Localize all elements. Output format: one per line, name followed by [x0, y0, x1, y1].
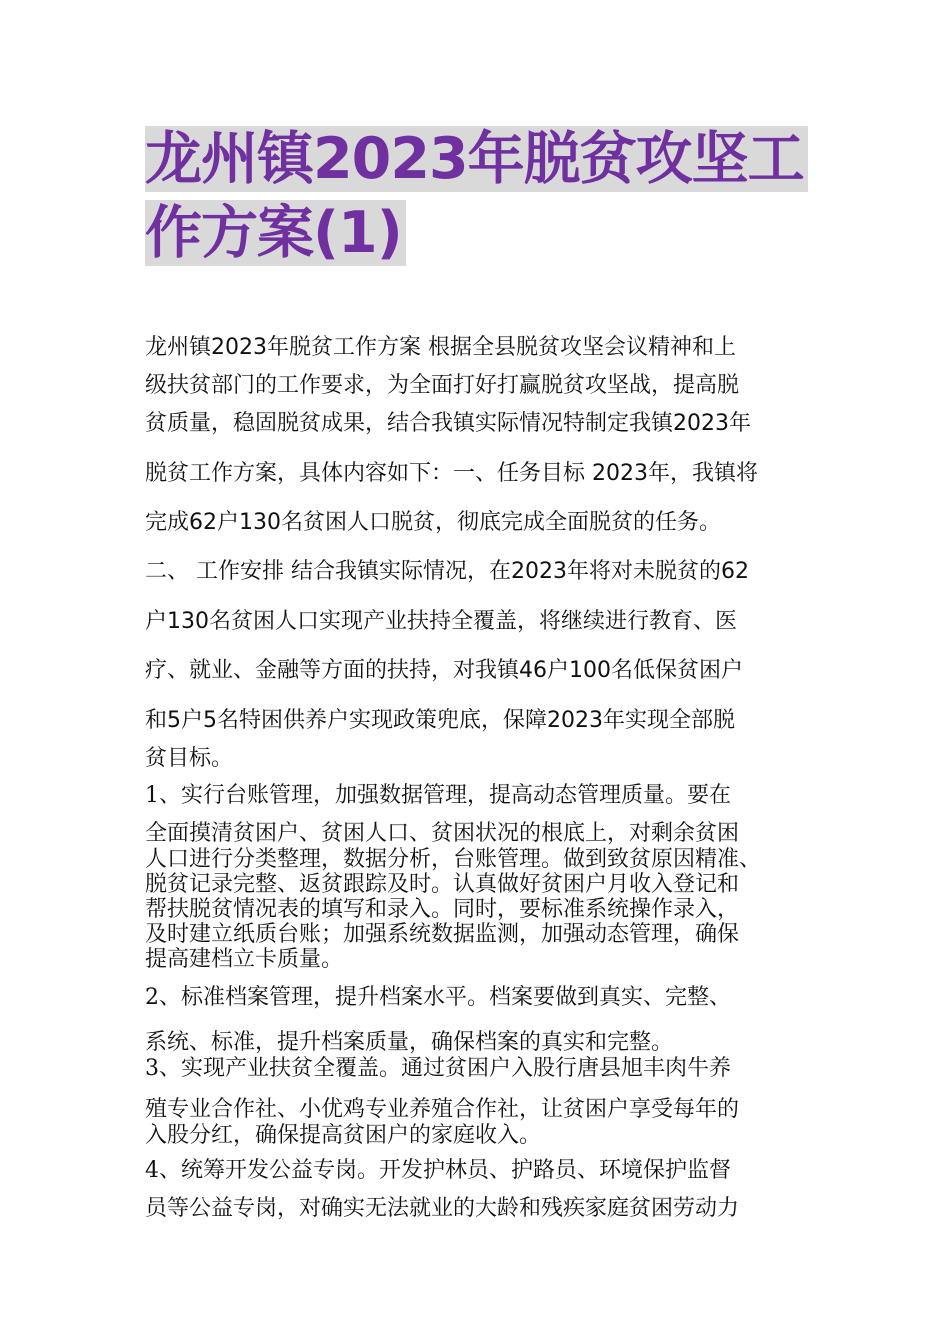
text-line: 入股分红，确保提高贫困户的家庭收入。	[145, 1123, 542, 1148]
title-line-2: 作方案(1)	[145, 200, 406, 266]
text-line: 完成62户130名贫困人口脱贫，彻底完成全面脱贫的任务。	[145, 510, 721, 535]
text-line: 脱贫工作方案，具体内容如下：一、任务目标 2023年，我镇将	[145, 461, 758, 486]
text-line: 1、实行台账管理，加强数据管理，提高动态管理质量。要在	[145, 783, 731, 808]
text-line: 2、标准档案管理，提升档案水平。档案要做到真实、完整、	[145, 985, 731, 1010]
text-line: 员等公益专岗，对确实无法就业的大龄和残疾家庭贫困劳动力	[145, 1196, 740, 1221]
text-line: 级扶贫部门的工作要求，为全面打好打赢脱贫攻坚战，提高脱	[145, 373, 740, 398]
text-line: 龙州镇2023年脱贫工作方案 根据全县脱贫攻坚会议精神和上	[145, 335, 736, 360]
text-line: 二、 工作安排 结合我镇实际情况，在2023年将对未脱贫的62	[145, 559, 749, 584]
text-line: 全面摸清贫困户、贫困人口、贫困状况的根底上，对剩余贫困	[145, 821, 740, 846]
document-title	[145, 126, 815, 274]
text-line: 帮扶脱贫情况表的填写和录入。同时，要标准系统操作录入，	[145, 897, 740, 922]
text-line: 脱贫记录完整、返贫跟踪及时。认真做好贫困户月收入登记和	[145, 872, 740, 897]
text-line: 贫目标。	[145, 746, 234, 771]
text-line: 系统、标准，提升档案质量，确保档案的真实和完整。	[145, 1030, 674, 1055]
text-line: 4、统筹开发公益专岗。开发护林员、护路员、环境保护监督	[145, 1158, 731, 1183]
title-line-1: 龙州镇2023年脱贫攻坚工	[145, 126, 808, 192]
text-line: 贫质量，稳固脱贫成果，结合我镇实际情况特制定我镇2023年	[145, 411, 751, 436]
text-line: 人口进行分类整理，数据分析，台账管理。做到致贫原因精准、	[145, 847, 762, 872]
text-line: 提高建档立卡质量。	[145, 947, 344, 972]
text-line: 及时建立纸质台账；加强系统数据监测，加强动态管理，确保	[145, 922, 740, 947]
text-line: 疗、就业、金融等方面的扶持，对我镇46户100名低保贫困户	[145, 658, 743, 683]
text-line: 殖专业合作社、小优鸡专业养殖合作社，让贫困户享受每年的	[145, 1097, 740, 1122]
text-line: 和5户5名特困供养户实现政策兜底，保障2023年实现全部脱	[145, 708, 735, 733]
text-line: 户130名贫困人口实现产业扶持全覆盖，将继续进行教育、医	[145, 609, 737, 634]
text-line: 3、实现产业扶贫全覆盖。通过贫困户入股行唐县旭丰肉牛养	[145, 1056, 731, 1081]
